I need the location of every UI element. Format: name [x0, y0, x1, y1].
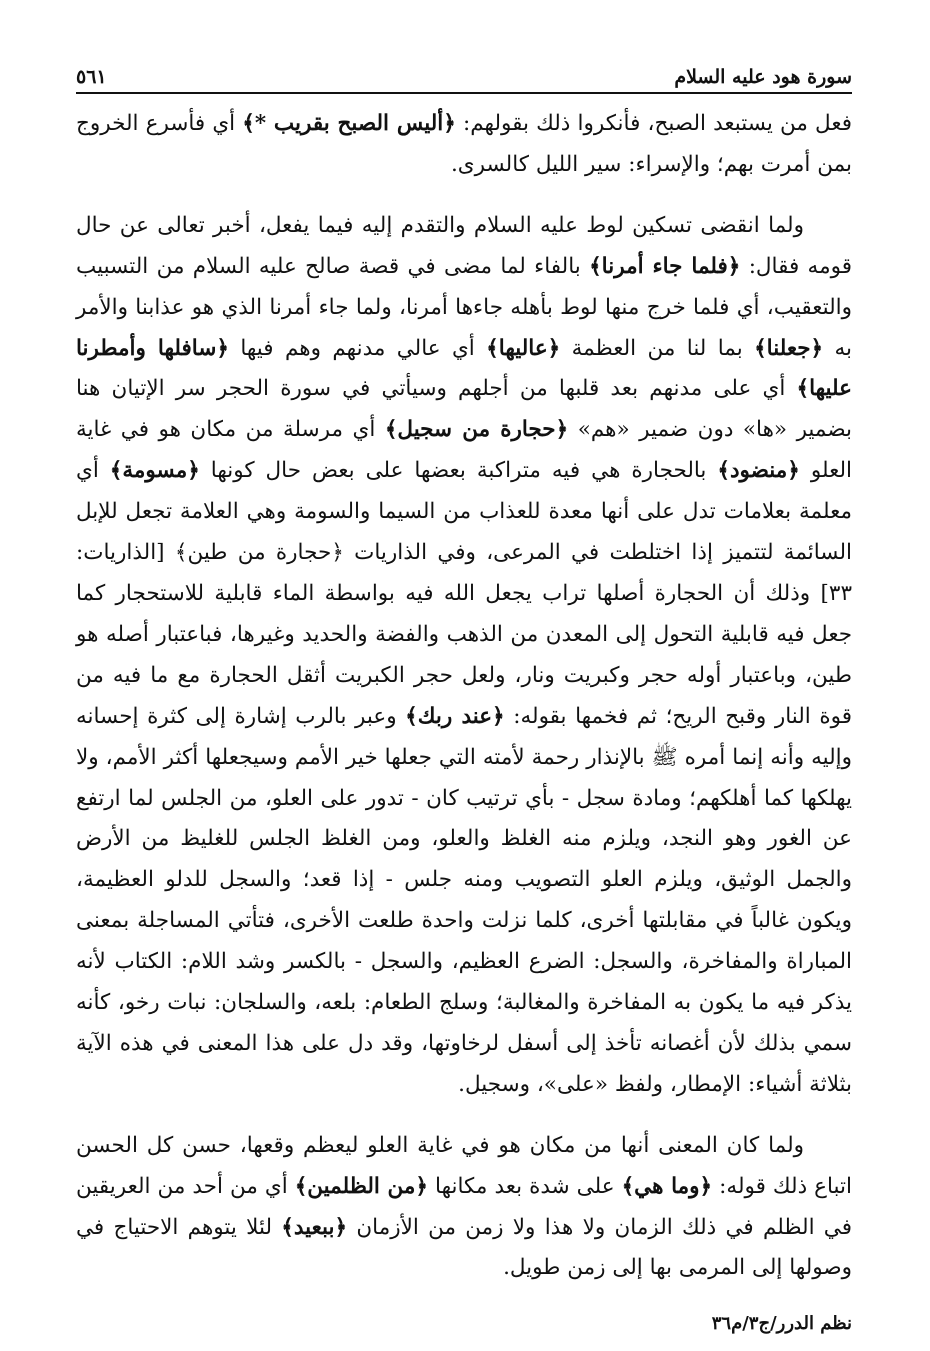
text-run: أي فأسرع الخروج بمن أمرت بهم؛ والإسراء: سير الليل كالسرى.	[76, 111, 852, 177]
quran-quote: ﴿وما هي﴾	[621, 1173, 713, 1199]
body-text	[76, 104, 852, 1289]
paragraph	[76, 1126, 852, 1290]
text-run: بما لنا من العظمة	[560, 335, 755, 361]
quran-quote: ﴿عاليها﴾	[486, 335, 561, 361]
surah-title: سورة هود عليه السلام	[674, 66, 852, 88]
running-header	[76, 54, 852, 94]
quran-quote: ﴿فلما جاء أمرنا﴾	[589, 253, 741, 279]
quran-quote: ﴿منضود﴾	[717, 458, 800, 484]
text-run: أي على مدنهم بعد قلبها من أجلهم وسيأتي في سورة الحجر سر الإتيان هنا بضمير «ها» دون ضمير «هم»	[76, 376, 852, 443]
quran-quote: ﴿حجارة من سجيل﴾	[384, 417, 569, 443]
text-run: أي عالي مدنهم وهم فيها	[228, 335, 487, 361]
quran-quote: ﴿ببعيد﴾	[281, 1214, 348, 1240]
quran-quote: ﴿سافلها وأمطرنا عليها﴾	[76, 335, 852, 402]
page-number: ٥٦١	[76, 66, 107, 88]
text-run: لئلا يتوهم الاحتياج في وصولها إلى المرمى بها إلى زمن طويل.	[76, 1214, 852, 1281]
text-run: ولما كان المعنى أنها من مكان هو في غاية العلو ليعظم وقعها، حسن كل الحسن اتباع ذلك قوله:	[76, 1132, 852, 1199]
quran-quote: ﴿مسومة﴾	[109, 458, 200, 484]
footer-signature: نظم الدرر/ج٣/م٣٦	[711, 1313, 852, 1334]
text-run: بالحجارة هي فيه متراكبة بعضها على بعض حال كونها	[199, 458, 718, 484]
text-run: أي من أحد من العريقين في الظلم في ذلك الزمان ولا هذا ولا زمن من الأزمان	[76, 1173, 853, 1240]
text-run: وعبر بالرب إشارة إلى كثرة إحسانه وإليه وأنه إنما أمره ﷺ بالإنذار رحمة لأمته التي جعلها خير الأمم وسيجعلها أكثر الأمم، ولا يهلكها كما أهلكهم؛ ومادة سجل - بأي ترتيب كان - تدور على العلو، من الجلس لما ارتفع عن الغور وهو النجد، ويلزم منه الغلظ والعلو، ومن الغلظ الجلس للغليظ من الأرض والجمل الوثيق، ويلزم العلو التصويب ومنه جلس - إذا قعد؛ والسجل للدلو العظيمة، ويكون غالباً في مقابلتها أخرى، كلما نزلت واحدة طلعت الأخرى، فتأتي المساجلة بمعنى المباراة والمفاخرة، والسجل: الضرع العظيم، والسجل - بالكسر وشد اللام: الكتاب لأنه يذكر فيه ما يكون به المفاخرة والمغالبة؛ وسلج الطعام: بلعه، والسلجان: نبات رخو، كأنه سمي بذلك لأن أغصانه تأخذ إلى أسفل لرخاوتها، وقد دل على هذا المعنى في هذه الآية بثلاثة أشياء: الإمطار، ولفظ «على»، وسجيل.	[76, 703, 852, 1097]
quran-quote: ﴿عند ربك﴾	[405, 703, 505, 729]
text-run: فعل من يستبعد الصبح، فأنكروا ذلك بقولهم:	[455, 111, 852, 136]
text-run: أي مرسلة من مكان هو في غاية العلو	[76, 417, 852, 484]
text-run: بالفاء لما مضى في قصة صالح عليه السلام من التسبيب والتعقيب، أي فلما خرج منها لوط بأهله جاءها أمرنا، ولما جاء أمرنا الذي هو عذابنا والأمر به	[76, 253, 852, 361]
quran-quote: ﴿من الظلمين﴾	[294, 1173, 429, 1199]
text-run: أي معلمة بعلامات تدل على أنها معدة للعذاب من السيما والسومة وهي العلامة تجعل للإبل السائمة لتتميز إذا اختلطت في المرعى، وفي الذاريات ﴿حجارة من طين﴾ [الذاريات: ٣٣] وذلك أن الحجارة أصلها تراب يجعل الله فيه بواسطة الماء قابلية للاستحجار كما جعل فيه قابلية التحول إلى المعدن من الذهب والفضة والحديد وغيرها، فباعتبار أصله هو طين، وباعتبار أوله حجر وكبريت ونار، ولعل حجر الكبريت أثقل الحجارة مع ما فيه من قوة النار وقبح الريح؛ ثم فخمها بقوله:	[76, 458, 852, 729]
paragraph	[76, 206, 852, 1106]
text-run: ولما انقضى تسكين لوط عليه السلام والتقدم إليه فيما يفعل، أخبر تعالى عن حال قومه فقال:	[76, 212, 852, 279]
quran-quote: ﴿أليس الصبح بقريب *﴾	[242, 111, 456, 136]
paragraph	[76, 104, 852, 186]
text-run: على شدة بعد مكانها	[428, 1173, 622, 1199]
quran-quote: ﴿جعلنا﴾	[754, 335, 824, 361]
